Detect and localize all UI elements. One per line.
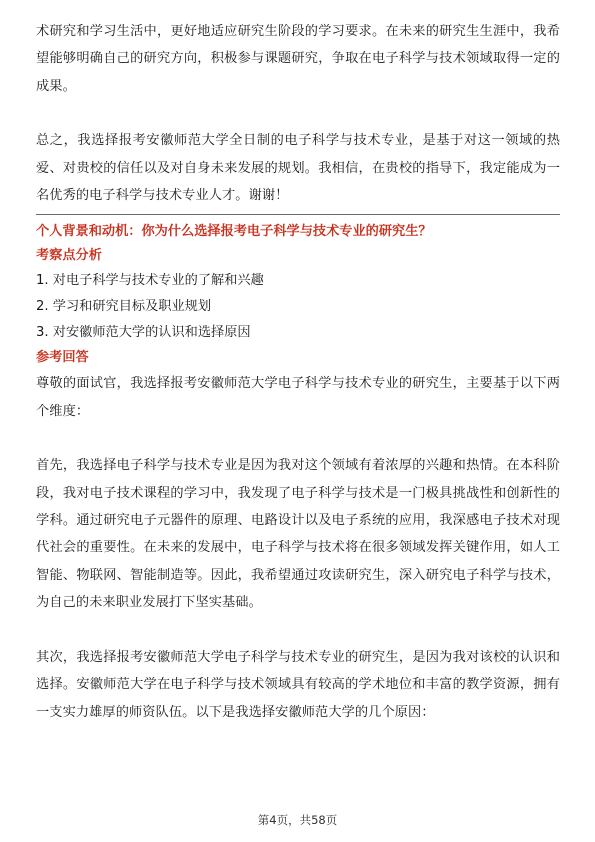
intro-closing-paragraph: 术研究和学习生活中，更好地适应研究生阶段的学习要求。在未来的研究生生涯中，我希望能够明确自己的研究方向，积极参与课题研究，争取在电子科学与技术领域取得一定的成果。 xyxy=(36,24,560,94)
paragraph-gap xyxy=(36,100,560,127)
answer-heading: 参考回答 xyxy=(36,350,89,366)
analysis-point: 3. 对安徽师范大学的认识和选择原因 xyxy=(36,325,251,341)
page-number-footer: 第4页，共58页 xyxy=(257,813,338,827)
answer-paragraph-first: 首先，我选择电子科学与技术专业是因为我对这个领域有着浓厚的兴趣和热情。在本科阶段，我对电子技术课程的学习中，我发现了电子科学与技术是一门极具挑战性和创新性的学科。通过研究电子元器件的原理、电路设计以及电子系统的应用，我深感电子技术对现代社会的重要性。在未来的发展中，电子科学与技术将在很多领域发挥关键作用，如人工智能、物联网、智能制造等。因此，我希望通过攻读研究生，深入研究电子科学与技术，为自己的未来职业发展打下坚实基础。 xyxy=(36,458,560,611)
page-content xyxy=(36,18,560,726)
question-title: 个人背景和动机：你为什么选择报考电子科学与技术专业的研究生？ xyxy=(36,224,432,240)
analysis-point: 2. 学习和研究目标及职业规划 xyxy=(36,299,212,315)
answer-paragraph-opening: 尊敬的面试官，我选择报考安徽师范大学电子科学与技术专业的研究生，主要基于以下两个维度： xyxy=(36,376,560,419)
summary-paragraph: 总之，我选择报考安徽师范大学全日制的电子科学与技术专业，是基于对这一领域的热爱、对贵校的信任以及对自身未来发展的规划。我相信，在贵校的指导下，我定能成为一名优秀的电子科学与技术专业人才。谢谢！ xyxy=(36,133,560,204)
analysis-heading: 考察点分析 xyxy=(36,248,102,264)
analysis-points-list xyxy=(36,268,560,346)
paragraph-gap xyxy=(36,617,560,644)
paragraph-gap xyxy=(36,425,560,452)
answer-paragraph-second: 其次，我选择报考安徽师范大学电子科学与技术专业的研究生，是因为我对该校的认识和选择。安徽师范大学在电子科学与技术领域具有较高的学术地位和丰富的教学资源，拥有一支实力雄厚的师资队伍。以下是我选择安徽师范大学的几个原因： xyxy=(36,649,560,720)
analysis-point: 1. 对电子科学与技术专业的了解和兴趣 xyxy=(36,273,264,289)
section-divider xyxy=(36,214,560,215)
